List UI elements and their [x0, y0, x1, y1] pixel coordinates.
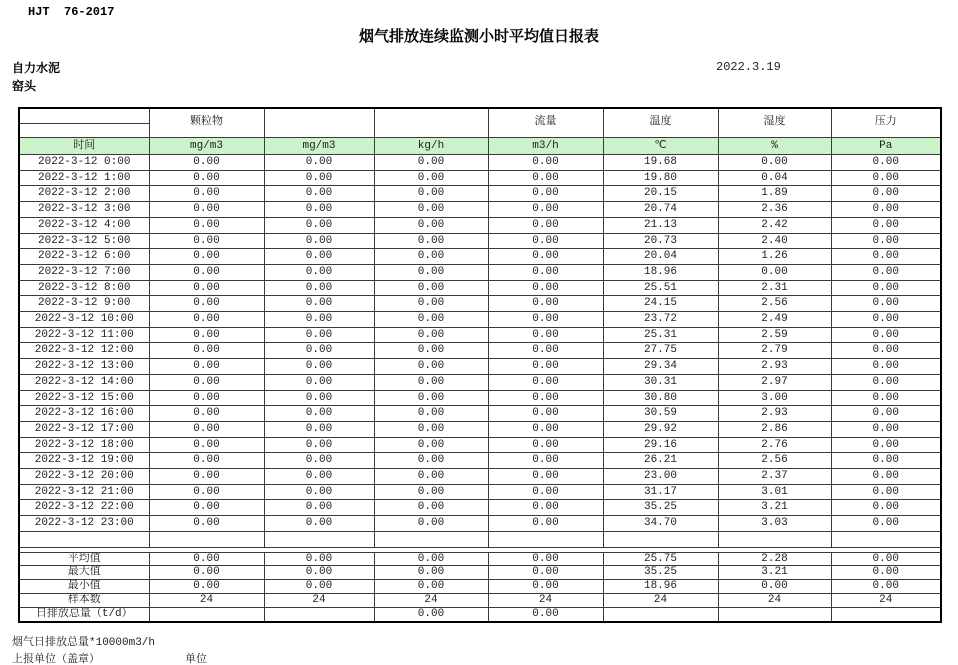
- value-cell: 0.00: [374, 296, 488, 312]
- time-cell: 2022-3-12 21:00: [19, 484, 149, 500]
- value-cell: 0.00: [264, 327, 374, 343]
- value-cell: 0.00: [488, 453, 603, 469]
- time-cell: 2022-3-12 6:00: [19, 249, 149, 265]
- column-header-particulate: 颗粒物: [149, 108, 264, 138]
- value-cell: 1.26: [718, 249, 831, 265]
- column-header-blank-1: [264, 108, 374, 138]
- value-cell: 20.74: [603, 202, 718, 218]
- unit-cell-celsius: ℃: [603, 138, 718, 155]
- table-row: [19, 327, 941, 343]
- report-date: 2022.3.19: [716, 60, 781, 74]
- value-cell: 0.00: [149, 406, 264, 422]
- table-row: [19, 217, 941, 233]
- table-row: [19, 484, 941, 500]
- time-cell: 2022-3-12 23:00: [19, 516, 149, 532]
- value-cell: 0.00: [264, 186, 374, 202]
- value-cell: 0.00: [488, 280, 603, 296]
- time-cell: 2022-3-12 14:00: [19, 374, 149, 390]
- value-cell: 18.96: [603, 580, 718, 594]
- value-cell: 0.00: [374, 484, 488, 500]
- value-cell: 25.75: [603, 552, 718, 566]
- value-cell: 0.00: [264, 312, 374, 328]
- value-cell: 0.00: [149, 217, 264, 233]
- value-cell: 0.00: [149, 390, 264, 406]
- time-cell: 2022-3-12 15:00: [19, 390, 149, 406]
- station-name: 窑头: [12, 79, 37, 93]
- value-cell: 0.00: [264, 249, 374, 265]
- value-cell: 0.00: [488, 170, 603, 186]
- value-cell: 31.17: [603, 484, 718, 500]
- value-cell: 0.00: [149, 249, 264, 265]
- value-cell: 0.00: [149, 421, 264, 437]
- value-cell: 0.00: [488, 249, 603, 265]
- value-cell: 0.00: [264, 343, 374, 359]
- value-cell: 19.80: [603, 170, 718, 186]
- value-cell: 18.96: [603, 264, 718, 280]
- value-cell: 0.00: [264, 170, 374, 186]
- value-cell: [149, 607, 264, 621]
- time-cell: 2022-3-12 16:00: [19, 406, 149, 422]
- value-cell: 0.00: [488, 437, 603, 453]
- value-cell: 24: [149, 593, 264, 607]
- company-name: 自力水泥: [12, 61, 61, 75]
- value-cell: 3.21: [718, 500, 831, 516]
- value-cell: 0.00: [374, 327, 488, 343]
- value-cell: 0.00: [149, 469, 264, 485]
- value-cell: 26.21: [603, 453, 718, 469]
- value-cell: 0.00: [831, 390, 941, 406]
- value-cell: 0.00: [149, 516, 264, 532]
- value-cell: 34.70: [603, 516, 718, 532]
- value-cell: 0.00: [374, 280, 488, 296]
- value-cell: 0.00: [831, 327, 941, 343]
- value-cell: 0.00: [264, 421, 374, 437]
- value-cell: 24: [603, 593, 718, 607]
- value-cell: 0.00: [374, 552, 488, 566]
- time-cell: 2022-3-12 18:00: [19, 437, 149, 453]
- value-cell: 0.00: [831, 170, 941, 186]
- value-cell: 27.75: [603, 343, 718, 359]
- time-cell: 2022-3-12 22:00: [19, 500, 149, 516]
- table-row: [19, 437, 941, 453]
- value-cell: 0.00: [488, 516, 603, 532]
- value-cell: 0.00: [374, 312, 488, 328]
- page-title: 烟气排放连续监测小时平均值日报表: [358, 27, 599, 45]
- value-cell: 0.00: [831, 500, 941, 516]
- blank-row: [19, 531, 941, 547]
- time-cell: 2022-3-12 5:00: [19, 233, 149, 249]
- value-cell: 0.00: [831, 359, 941, 375]
- value-cell: 0.00: [374, 264, 488, 280]
- header-blank-top-cell: [19, 108, 149, 123]
- value-cell: 0.00: [831, 552, 941, 566]
- value-cell: 0.00: [831, 186, 941, 202]
- value-cell: 0.00: [831, 249, 941, 265]
- value-cell: 23.72: [603, 312, 718, 328]
- value-cell: 0.00: [831, 421, 941, 437]
- value-cell: 0.00: [831, 264, 941, 280]
- value-cell: 2.86: [718, 421, 831, 437]
- value-cell: 0.00: [488, 233, 603, 249]
- value-cell: 0.00: [264, 406, 374, 422]
- value-cell: 0.00: [831, 280, 941, 296]
- value-cell: 0.00: [264, 437, 374, 453]
- value-cell: 0.00: [488, 155, 603, 171]
- value-cell: 0.00: [488, 607, 603, 621]
- value-cell: 0.00: [374, 233, 488, 249]
- summary-row: [19, 580, 941, 594]
- value-cell: 0.00: [831, 343, 941, 359]
- value-cell: 0.00: [488, 406, 603, 422]
- value-cell: 0.00: [149, 500, 264, 516]
- value-cell: 0.00: [374, 217, 488, 233]
- value-cell: 0.00: [149, 155, 264, 171]
- column-header-humidity: 湿度: [718, 108, 831, 138]
- value-cell: 0.00: [264, 217, 374, 233]
- value-cell: 35.25: [603, 500, 718, 516]
- value-cell: 0.00: [149, 552, 264, 566]
- column-header-temperature: 温度: [603, 108, 718, 138]
- value-cell: 0.00: [488, 500, 603, 516]
- value-cell: 0.00: [264, 580, 374, 594]
- value-cell: 0.00: [374, 170, 488, 186]
- value-cell: 0.00: [488, 186, 603, 202]
- time-cell: 2022-3-12 19:00: [19, 453, 149, 469]
- value-cell: 20.04: [603, 249, 718, 265]
- value-cell: 0.00: [374, 186, 488, 202]
- value-cell: 0.00: [831, 516, 941, 532]
- value-cell: 20.73: [603, 233, 718, 249]
- value-cell: 2.56: [718, 453, 831, 469]
- value-cell: 0.00: [831, 406, 941, 422]
- time-cell: 2022-3-12 7:00: [19, 264, 149, 280]
- value-cell: 0.00: [149, 484, 264, 500]
- value-cell: 0.00: [374, 359, 488, 375]
- value-cell: 0.00: [149, 186, 264, 202]
- value-cell: 0.00: [488, 566, 603, 580]
- table-row: [19, 469, 941, 485]
- value-cell: 0.00: [831, 469, 941, 485]
- table-row: [19, 264, 941, 280]
- value-cell: 0.00: [264, 359, 374, 375]
- time-cell: 2022-3-12 8:00: [19, 280, 149, 296]
- value-cell: 0.00: [488, 390, 603, 406]
- value-cell: 0.00: [264, 566, 374, 580]
- value-cell: 0.00: [488, 217, 603, 233]
- unit-cell-mgm3-1: mg/m3: [149, 138, 264, 155]
- value-cell: 29.16: [603, 437, 718, 453]
- summary-row: [19, 607, 941, 621]
- value-cell: 0.00: [149, 233, 264, 249]
- value-cell: 0.00: [149, 359, 264, 375]
- value-cell: 0.04: [718, 170, 831, 186]
- table-row: [19, 296, 941, 312]
- value-cell: 25.51: [603, 280, 718, 296]
- value-cell: 0.00: [374, 343, 488, 359]
- value-cell: 0.00: [149, 170, 264, 186]
- table-row: [19, 155, 941, 171]
- value-cell: 0.00: [264, 390, 374, 406]
- value-cell: 0.00: [374, 390, 488, 406]
- value-cell: 0.00: [488, 343, 603, 359]
- value-cell: 29.34: [603, 359, 718, 375]
- value-cell: 20.15: [603, 186, 718, 202]
- table-row: [19, 390, 941, 406]
- value-cell: 0.00: [488, 580, 603, 594]
- value-cell: [603, 607, 718, 621]
- table-row: [19, 312, 941, 328]
- data-rows: [19, 155, 941, 532]
- column-header-flow: 流量: [488, 108, 603, 138]
- column-header-pressure: 压力: [831, 108, 941, 138]
- table-row: [19, 202, 941, 218]
- value-cell: 30.31: [603, 374, 718, 390]
- table-row: [19, 516, 941, 532]
- value-cell: 0.00: [374, 500, 488, 516]
- value-cell: 0.00: [488, 359, 603, 375]
- column-header-blank-2: [374, 108, 488, 138]
- value-cell: 0.00: [831, 580, 941, 594]
- value-cell: 24.15: [603, 296, 718, 312]
- value-cell: 0.00: [831, 374, 941, 390]
- value-cell: 1.89: [718, 186, 831, 202]
- value-cell: 0.00: [264, 264, 374, 280]
- value-cell: 0.00: [264, 296, 374, 312]
- report-table: [18, 107, 942, 623]
- value-cell: 3.00: [718, 390, 831, 406]
- summary-rows: [19, 552, 941, 621]
- value-cell: 0.00: [488, 296, 603, 312]
- value-cell: 0.00: [488, 312, 603, 328]
- value-cell: 24: [264, 593, 374, 607]
- value-cell: 0.00: [488, 374, 603, 390]
- value-cell: 0.00: [374, 607, 488, 621]
- doc-code: HJT 76-2017: [28, 5, 115, 19]
- group-header-row: [19, 108, 941, 123]
- value-cell: 30.80: [603, 390, 718, 406]
- value-cell: 2.40: [718, 233, 831, 249]
- unit-cell-m3h: m3/h: [488, 138, 603, 155]
- value-cell: 2.49: [718, 312, 831, 328]
- value-cell: 0.00: [831, 155, 941, 171]
- value-cell: 0.00: [264, 469, 374, 485]
- value-cell: 0.00: [264, 500, 374, 516]
- value-cell: 0.00: [488, 327, 603, 343]
- value-cell: 0.00: [264, 484, 374, 500]
- value-cell: 0.00: [264, 155, 374, 171]
- value-cell: 0.00: [374, 566, 488, 580]
- value-cell: [831, 607, 941, 621]
- value-cell: 0.00: [374, 249, 488, 265]
- table-row: [19, 500, 941, 516]
- value-cell: 0.00: [149, 202, 264, 218]
- value-cell: 0.00: [374, 516, 488, 532]
- value-cell: [264, 607, 374, 621]
- value-cell: 24: [718, 593, 831, 607]
- value-cell: 2.76: [718, 437, 831, 453]
- value-cell: 0.00: [831, 566, 941, 580]
- value-cell: 0.00: [374, 453, 488, 469]
- value-cell: 0.00: [264, 280, 374, 296]
- value-cell: 0.00: [831, 453, 941, 469]
- separator-rows: [19, 531, 941, 552]
- value-cell: 2.56: [718, 296, 831, 312]
- summary-row: [19, 593, 941, 607]
- value-cell: 0.00: [831, 437, 941, 453]
- value-cell: [718, 607, 831, 621]
- value-cell: 3.01: [718, 484, 831, 500]
- time-cell: 2022-3-12 3:00: [19, 202, 149, 218]
- value-cell: 0.00: [374, 469, 488, 485]
- table-row: [19, 170, 941, 186]
- value-cell: 0.00: [374, 406, 488, 422]
- time-cell: 2022-3-12 11:00: [19, 327, 149, 343]
- value-cell: 23.00: [603, 469, 718, 485]
- value-cell: 0.00: [831, 233, 941, 249]
- value-cell: 0.00: [831, 484, 941, 500]
- unit-cell-pa: Pa: [831, 138, 941, 155]
- value-cell: 2.31: [718, 280, 831, 296]
- table-row: [19, 249, 941, 265]
- time-cell: 2022-3-12 13:00: [19, 359, 149, 375]
- value-cell: 2.93: [718, 359, 831, 375]
- value-cell: 0.00: [488, 264, 603, 280]
- value-cell: 0.00: [488, 202, 603, 218]
- value-cell: 0.00: [149, 453, 264, 469]
- header-blank-bottom-cell: [19, 123, 149, 138]
- value-cell: 0.00: [488, 552, 603, 566]
- value-cell: 0.00: [149, 566, 264, 580]
- value-cell: 0.00: [488, 469, 603, 485]
- unit-cell-kgh: kg/h: [374, 138, 488, 155]
- time-cell: 2022-3-12 20:00: [19, 469, 149, 485]
- table-row: [19, 186, 941, 202]
- time-cell: 2022-3-12 0:00: [19, 155, 149, 171]
- value-cell: 0.00: [374, 155, 488, 171]
- summary-row: [19, 566, 941, 580]
- time-cell: 2022-3-12 9:00: [19, 296, 149, 312]
- unit-cell-time: 时间: [19, 138, 149, 155]
- summary-label: 样本数: [19, 593, 149, 607]
- value-cell: 0.00: [149, 312, 264, 328]
- value-cell: 0.00: [149, 374, 264, 390]
- value-cell: 24: [374, 593, 488, 607]
- footer-unit-label: 单位: [185, 654, 207, 665]
- value-cell: 2.36: [718, 202, 831, 218]
- table-row: [19, 233, 941, 249]
- time-cell: 2022-3-12 2:00: [19, 186, 149, 202]
- value-cell: 3.03: [718, 516, 831, 532]
- table-row: [19, 359, 941, 375]
- value-cell: 35.25: [603, 566, 718, 580]
- footer-total-note: 烟气日排放总量*10000m3/h: [12, 637, 156, 649]
- unit-cell-percent: %: [718, 138, 831, 155]
- time-cell: 2022-3-12 4:00: [19, 217, 149, 233]
- table-row: [19, 343, 941, 359]
- value-cell: 0.00: [488, 421, 603, 437]
- value-cell: 0.00: [264, 516, 374, 532]
- value-cell: 0.00: [718, 155, 831, 171]
- value-cell: 0.00: [718, 580, 831, 594]
- value-cell: 29.92: [603, 421, 718, 437]
- value-cell: 0.00: [374, 421, 488, 437]
- value-cell: 0.00: [149, 580, 264, 594]
- value-cell: 2.93: [718, 406, 831, 422]
- value-cell: 0.00: [374, 202, 488, 218]
- summary-label: 最小值: [19, 580, 149, 594]
- value-cell: 2.42: [718, 217, 831, 233]
- summary-label: 日排放总量（t/d）: [19, 607, 149, 621]
- table-row: [19, 406, 941, 422]
- value-cell: 3.21: [718, 566, 831, 580]
- value-cell: 2.59: [718, 327, 831, 343]
- unit-cell-mgm3-2: mg/m3: [264, 138, 374, 155]
- value-cell: 25.31: [603, 327, 718, 343]
- value-cell: 0.00: [149, 296, 264, 312]
- value-cell: 2.28: [718, 552, 831, 566]
- value-cell: 0.00: [831, 217, 941, 233]
- summary-row: [19, 552, 941, 566]
- footer-report-unit-note: 上报单位（盖章）: [12, 654, 100, 665]
- summary-label: 最大值: [19, 566, 149, 580]
- time-cell: 2022-3-12 10:00: [19, 312, 149, 328]
- table-row: [19, 374, 941, 390]
- summary-label: 平均值: [19, 552, 149, 566]
- value-cell: 19.68: [603, 155, 718, 171]
- value-cell: 0.00: [718, 264, 831, 280]
- value-cell: 0.00: [149, 343, 264, 359]
- value-cell: 2.97: [718, 374, 831, 390]
- table-row: [19, 280, 941, 296]
- value-cell: 0.00: [374, 437, 488, 453]
- table-row: [19, 421, 941, 437]
- value-cell: 2.37: [718, 469, 831, 485]
- value-cell: 0.00: [264, 202, 374, 218]
- value-cell: 0.00: [149, 437, 264, 453]
- time-cell: 2022-3-12 17:00: [19, 421, 149, 437]
- table-row: [19, 453, 941, 469]
- value-cell: 0.00: [149, 280, 264, 296]
- time-cell: 2022-3-12 12:00: [19, 343, 149, 359]
- unit-row: [19, 138, 941, 155]
- value-cell: 24: [831, 593, 941, 607]
- value-cell: 0.00: [264, 374, 374, 390]
- value-cell: 0.00: [264, 453, 374, 469]
- value-cell: 0.00: [264, 233, 374, 249]
- value-cell: 0.00: [374, 580, 488, 594]
- value-cell: 0.00: [831, 202, 941, 218]
- value-cell: 0.00: [831, 296, 941, 312]
- value-cell: 0.00: [149, 327, 264, 343]
- value-cell: 0.00: [374, 374, 488, 390]
- value-cell: 0.00: [488, 484, 603, 500]
- value-cell: 30.59: [603, 406, 718, 422]
- value-cell: 24: [488, 593, 603, 607]
- value-cell: 0.00: [264, 552, 374, 566]
- value-cell: 2.79: [718, 343, 831, 359]
- value-cell: 0.00: [831, 312, 941, 328]
- time-cell: 2022-3-12 1:00: [19, 170, 149, 186]
- value-cell: 0.00: [149, 264, 264, 280]
- value-cell: 21.13: [603, 217, 718, 233]
